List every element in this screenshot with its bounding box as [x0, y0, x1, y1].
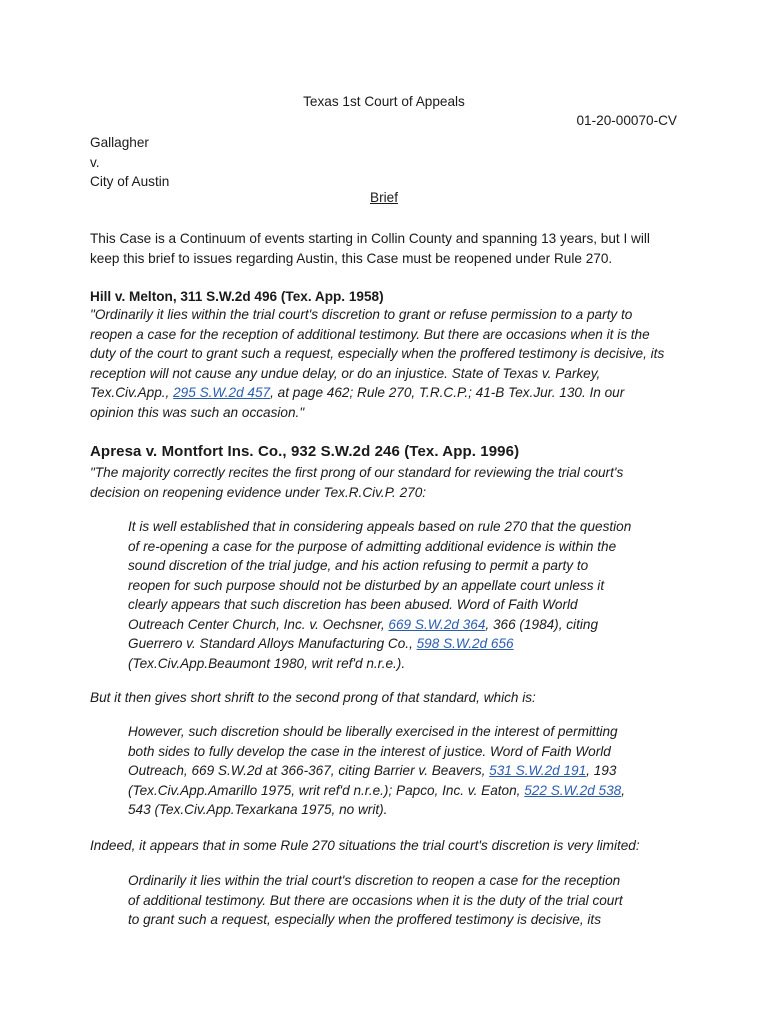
quote-line: duty of the court to grant such a request, especially when the proffered testimony is decisive, its: [90, 346, 665, 361]
quote-line: 543 (Tex.Civ.App.Texarkana 1975, no writ).: [128, 802, 388, 817]
citation-link-669-sw2d-364[interactable]: 669 S.W.2d 364: [388, 616, 486, 632]
quote-line: "The majority correctly recites the first prong of our standard for reviewing the trial court's: [90, 465, 624, 480]
quote-text: Guerrero v. Standard Alloys Manufacturing Co.,: [128, 636, 417, 651]
document-title: Brief: [370, 190, 398, 205]
quote-line: clearly appears that such discretion has been abused. Word of Faith World: [128, 597, 578, 612]
quote-line: both sides to fully develop the case in the interest of justice. Word of Faith World: [128, 743, 611, 759]
quote-line: [128, 761, 648, 781]
case-parties: [90, 133, 169, 192]
quote-line: "Ordinarily it lies within the trial court's discretion to grant or refuse permission to a party to: [90, 307, 633, 322]
court-name: Texas 1st Court of Appeals: [303, 94, 465, 109]
quote-line: reception will not cause any undue delay, or do an injustice. State of Texas v. Parkey,: [90, 365, 601, 381]
quote-line: It is well established that in considering appeals based on rule 270 that the question: [128, 519, 632, 534]
intro-paragraph: [90, 229, 690, 268]
citation-link-531-sw2d-191[interactable]: 531 S.W.2d 191: [489, 763, 587, 778]
quote-line: reopen for such purpose should not be disturbed by an appellate court unless it: [128, 577, 605, 593]
quote-line: of re-opening a case for the purpose of admitting additional evidence is within the: [128, 538, 617, 554]
apresa-quote: [90, 463, 690, 502]
citation-link-598-sw2d-656[interactable]: 598 S.W.2d 656: [416, 636, 514, 651]
quote-line: to grant such a request, especially when the proffered testimony is decisive, its: [128, 912, 602, 927]
quote-text: , 193: [586, 763, 617, 778]
versus-label: v.: [90, 154, 100, 170]
citation-link-522-sw2d-538[interactable]: 522 S.W.2d 538: [524, 782, 622, 798]
citation-link-295-sw2d-457[interactable]: 295 S.W.2d 457: [173, 385, 271, 400]
plaintiff-name: Gallagher: [90, 135, 149, 150]
block-quote-discretion: [128, 722, 648, 820]
quote-line: [128, 781, 648, 801]
defendant-name: City of Austin: [90, 174, 170, 189]
quote-line: opinion this was such an occasion.": [90, 404, 305, 420]
quote-line: [90, 383, 682, 403]
quote-text: , 366 (1984), citing: [485, 616, 598, 632]
paragraph-second-prong: But it then gives short shrift to the second prong of that standard, which is:: [90, 690, 536, 705]
quote-line: [128, 615, 648, 635]
docket-number: 01-20-00070-CV: [576, 113, 677, 128]
quote-text: Tex.Civ.App.,: [90, 385, 174, 400]
quote-line: (Tex.Civ.App.Beaumont 1980, writ ref'd n.r.e.).: [128, 655, 406, 671]
intro-line: keep this brief to issues regarding Austin, this Case must be reopened under Rule 270.: [90, 250, 613, 266]
block-quote-duty: [128, 871, 648, 930]
quote-line: sound discretion of the trial judge, and his action refusing to permit a party to: [128, 558, 589, 573]
quote-line: However, such discretion should be liberally exercised in the interest of permitting: [128, 724, 618, 739]
quote-line: decision on reopening evidence under Tex.R.Civ.P. 270:: [90, 484, 427, 500]
paragraph-limited-discretion: Indeed, it appears that in some Rule 270 situations the trial court's discretion is very limited:: [90, 838, 640, 853]
intro-line: This Case is a Continuum of events starting in Collin County and spanning 13 years, but I will: [90, 231, 650, 246]
quote-line: of additional testimony. But there are occasions when it is the duty of the trial court: [128, 892, 623, 908]
quote-text: Outreach Center Church, Inc. v. Oechsner,: [128, 616, 389, 632]
quote-line: reopen a case for the reception of additional testimony. But there are occasions when it is the: [90, 326, 650, 342]
quote-text: , at page 462; Rule 270, T.R.C.P.; 41-B Tex.Jur. 130. In our: [270, 385, 625, 400]
quote-line: [128, 634, 648, 654]
quote-text: Outreach, 669 S.W.2d at 366-367, citing Barrier v. Beavers,: [128, 763, 490, 778]
apresa-case-heading: Apresa v. Montfort Ins. Co., 932 S.W.2d 246 (Tex. App. 1996): [90, 443, 520, 460]
quote-text: (Tex.Civ.App.Amarillo 1975, writ ref'd n.r.e.); Papco, Inc. v. Eaton,: [128, 782, 525, 798]
block-quote-standard: [128, 517, 648, 673]
hill-quote: [90, 305, 682, 422]
hill-case-heading: Hill v. Melton, 311 S.W.2d 496 (Tex. App. 1958): [90, 289, 384, 304]
quote-line: Ordinarily it lies within the trial court's discretion to reopen a case for the reception: [128, 873, 621, 888]
quote-text: ,: [621, 782, 625, 798]
